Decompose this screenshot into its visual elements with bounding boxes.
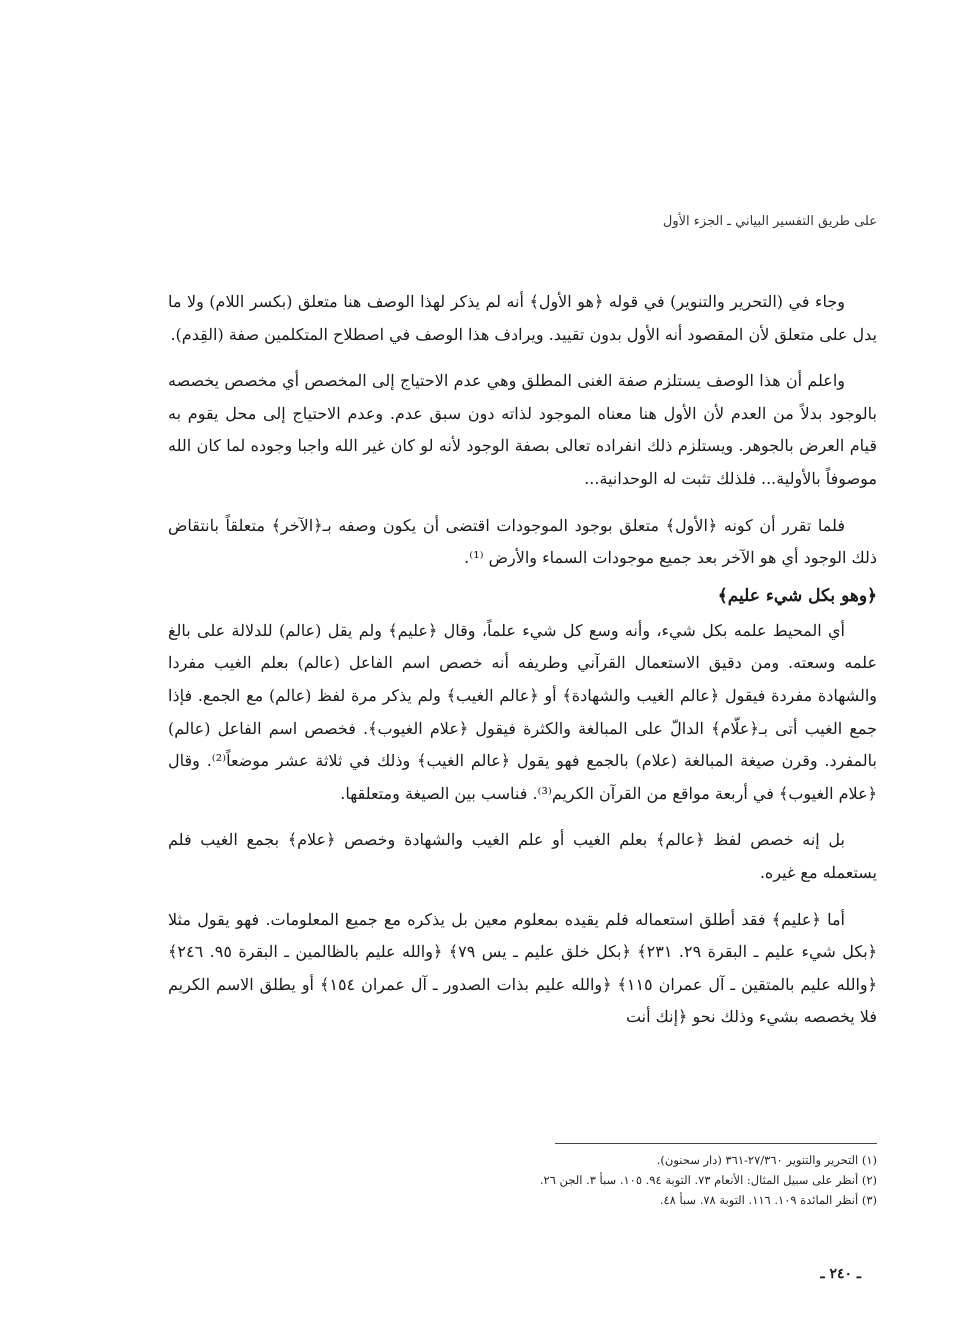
paragraph: بل إنه خصص لفظ ﴿عالم﴾ بعلم الغيب أو علم الغيب والشهادة وخصص ﴿علام﴾ بجمع الغيب فلم يستعمله مع غيره. xyxy=(168,830,877,882)
footnotes xyxy=(300,1150,877,1210)
page-number: ـ ٢٤٠ ـ xyxy=(820,1266,861,1282)
running-header: على طريق التفسير البياني ـ الجزء الأول xyxy=(662,214,877,229)
footnote: (٢) أنظر على سبيل المثال: الأنعام ٧٣. التوبة ٩٤. ١٠٥. سبأ ٣. الجن ٢٦. xyxy=(539,1173,877,1187)
paragraph: أي المحيط علمه بكل شيء، وأنه وسع كل شيء علماً، وقال ﴿عليم﴾ ولم يقل (عالم) للدلالة على بالغ علمه وسعته. ومن دقيق الاستعمال القرآني وطريفه أنه خصص اسم الفاعل (عالم) بعلم الغيب مفردا والشهادة مفردة فيقول ﴿عالم الغيب والشهادة﴾ أو ﴿عالم الغيب﴾ ولم يذكر مرة لفظ (عالم) مع الجمع. فإذا جمع الغيب أتى بـ﴿علّام﴾ الدالّ على المبالغة والكثرة فيقول ﴿علام الغيوب﴾. فخصص اسم الفاعل (عالم) بالمفرد. وقرن صيغة المبالغة (علام) بالجمع فهو يقول ﴿عالم الغيب﴾ وذلك في ثلاثة عشر موضعاً⁽²⁾. وقال ﴿علام الغيوب﴾ في أربعة مواقع من القرآن الكريم⁽³⁾. فناسب بين الصيغة ومتعلقها. xyxy=(168,620,877,803)
section-heading: ﴿وهو بكل شيء عليم﴾ xyxy=(717,585,877,606)
paragraph: واعلم أن هذا الوصف يستلزم صفة الغنى المطلق وهي عدم الاحتياج إلى المخصص أي مخصص يخصصه بالوجود بدلاً من العدم لأن الأول هنا معناه الموجود لذاته دون سبق عدم. وعدم الاحتياج إلى محل يقوم به قيام العرض بالجوهر. ويستلزم ذلك انفراده تعالى بصفة الوجود لأنه لو كان غير الله واجبا وجوده لما كان الله موصوفاً بالأولية... فلذلك تثبت له الوحدانية... xyxy=(168,371,878,488)
main-text xyxy=(168,286,877,1034)
paragraph: وجاء في (التحرير والتنوير) في قوله ﴿هو الأول﴾ أنه لم يذكر لهذا الوصف هنا متعلق (بكسر اللام) ولا ما يدل على متعلق لأن المقصود أنه الأول بدون تقييد. ويرادف هذا الوصف في اصطلاح المتكلمين صفة (القِدم). xyxy=(168,292,877,344)
paragraph: فلما تقرر أن كونه ﴿الأول﴾ متعلق بوجود الموجودات اقتضى أن يكون وصفه بـ﴿الآخر﴾ متعلقاً بانتقاض ذلك الوجود أي هو الآخر بعد جميع موجودات السماء والأرض ⁽¹⁾. xyxy=(168,515,877,568)
footnote-divider xyxy=(555,1143,877,1144)
paragraph: أما ﴿عليم﴾ فقد أطلق استعماله فلم يقيده بمعلوم معين بل يذكره مع جميع المعلومات. فهو يقول مثلا ﴿بكل شيء عليم ـ البقرة ٢٩. ٢٣١﴾ ﴿بكل خلق عليم ـ يس ٧٩﴾ ﴿والله عليم بالظالمين ـ البقرة ٩٥. ٢٤٦﴾ ﴿والله عليم بالمتقين ـ آل عمران ١١٥﴾ ﴿والله عليم بذات الصدور ـ آل عمران ١٥٤﴾ أو يطلق الاسم الكريم فلا يخصصه بشيء وذلك نحو ﴿إنك أنت xyxy=(168,909,878,1027)
footnote: (٣) أنظر المائدة ١٠٩. ١١٦. التوبة ٧٨. سبأ ٤٨. xyxy=(659,1193,877,1207)
footnote: (١) التحرير والتنوير ٢٧/٣٦٠-٣٦١ (دار سحنون). xyxy=(656,1153,877,1167)
